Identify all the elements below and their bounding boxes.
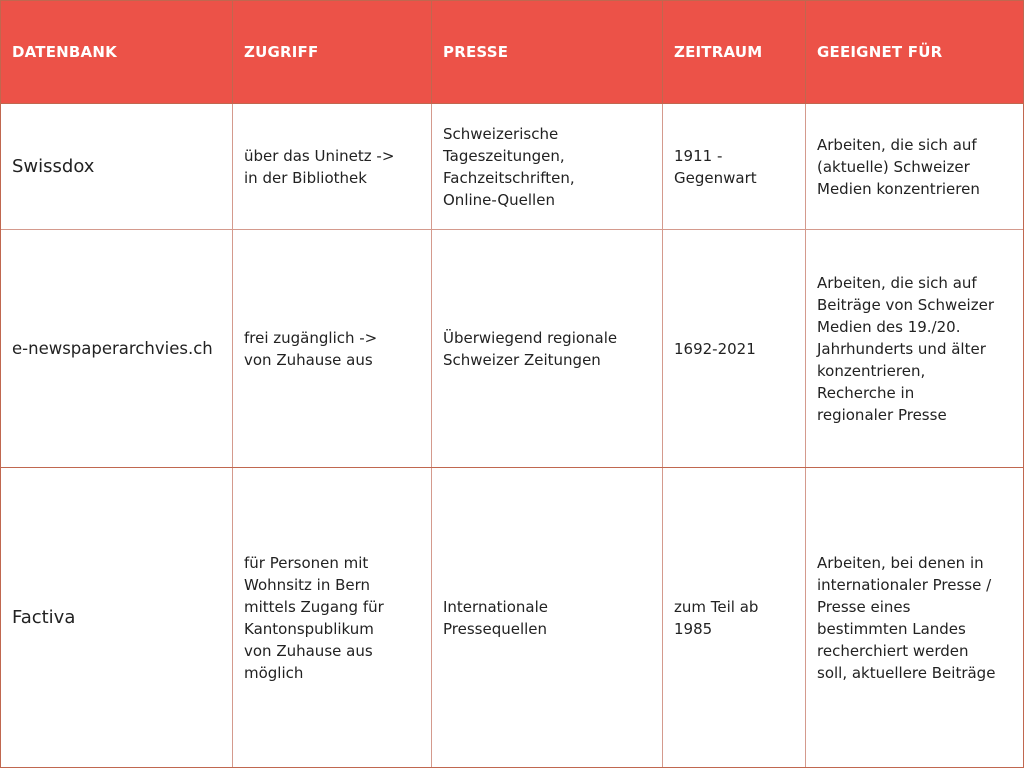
suitable-for-text: Arbeiten, bei denen in internationaler Presse / Presse eines bestimmten Landes recherchiert werden soll, aktuellere Beiträge bbox=[817, 553, 996, 682]
header-cell-datenbank bbox=[1, 1, 233, 103]
header-cell-presse bbox=[432, 1, 663, 103]
table-row bbox=[1, 468, 1023, 767]
cell-datenbank bbox=[1, 104, 233, 229]
table-row bbox=[1, 230, 1023, 468]
suitable-for-text: Arbeiten, die sich auf Beiträge von Schweizer Medien des 19./20. Jahrhunderts und älter konzentrieren, Recherche in regionaler Presse bbox=[817, 273, 994, 424]
cell-zeitraum bbox=[663, 230, 806, 467]
cell-zeitraum bbox=[663, 468, 806, 767]
header-label: PRESSE bbox=[443, 43, 509, 61]
header-label: GEEIGNET FÜR bbox=[817, 43, 943, 61]
table-row bbox=[1, 104, 1023, 230]
press-text: Internationale Pressequellen bbox=[443, 597, 548, 638]
cell-presse bbox=[432, 230, 663, 467]
access-text: frei zugänglich -> von Zuhause aus bbox=[244, 328, 378, 369]
cell-presse bbox=[432, 104, 663, 229]
press-text: Schweizerische Tageszeitungen, Fachzeitschriften, Online-Quellen bbox=[443, 124, 575, 209]
cell-geeignet-fuer bbox=[806, 468, 1023, 767]
cell-zugriff bbox=[233, 104, 432, 229]
cell-geeignet-fuer bbox=[806, 230, 1023, 467]
access-text: über das Uninetz -> in der Bibliothek bbox=[244, 146, 395, 187]
cell-datenbank bbox=[1, 230, 233, 467]
cell-datenbank bbox=[1, 468, 233, 767]
header-cell-geeignet-fuer bbox=[806, 1, 1023, 103]
cell-geeignet-fuer bbox=[806, 104, 1023, 229]
cell-zeitraum bbox=[663, 104, 806, 229]
header-cell-zeitraum bbox=[663, 1, 806, 103]
press-text: Überwiegend regionale Schweizer Zeitungen bbox=[443, 328, 618, 369]
period-text: 1692-2021 bbox=[674, 339, 756, 358]
header-label: ZEITRAUM bbox=[674, 43, 763, 61]
period-text: 1911 - Gegenwart bbox=[674, 146, 757, 187]
header-label: DATENBANK bbox=[12, 43, 117, 61]
header-cell-zugriff bbox=[233, 1, 432, 103]
cell-presse bbox=[432, 468, 663, 767]
database-name: Swissdox bbox=[12, 155, 95, 177]
database-name: Factiva bbox=[12, 606, 76, 628]
database-name: e-newspaperarchvies.ch bbox=[12, 338, 213, 358]
cell-zugriff bbox=[233, 230, 432, 467]
header-label: ZUGRIFF bbox=[244, 43, 319, 61]
period-text: zum Teil ab 1985 bbox=[674, 597, 759, 638]
access-text: für Personen mit Wohnsitz in Bern mittels Zugang für Kantonspublikum von Zuhause aus möglich bbox=[244, 553, 384, 682]
table-header-row bbox=[1, 1, 1023, 104]
cell-zugriff bbox=[233, 468, 432, 767]
suitable-for-text: Arbeiten, die sich auf (aktuelle) Schweizer Medien konzentrieren bbox=[817, 135, 980, 198]
